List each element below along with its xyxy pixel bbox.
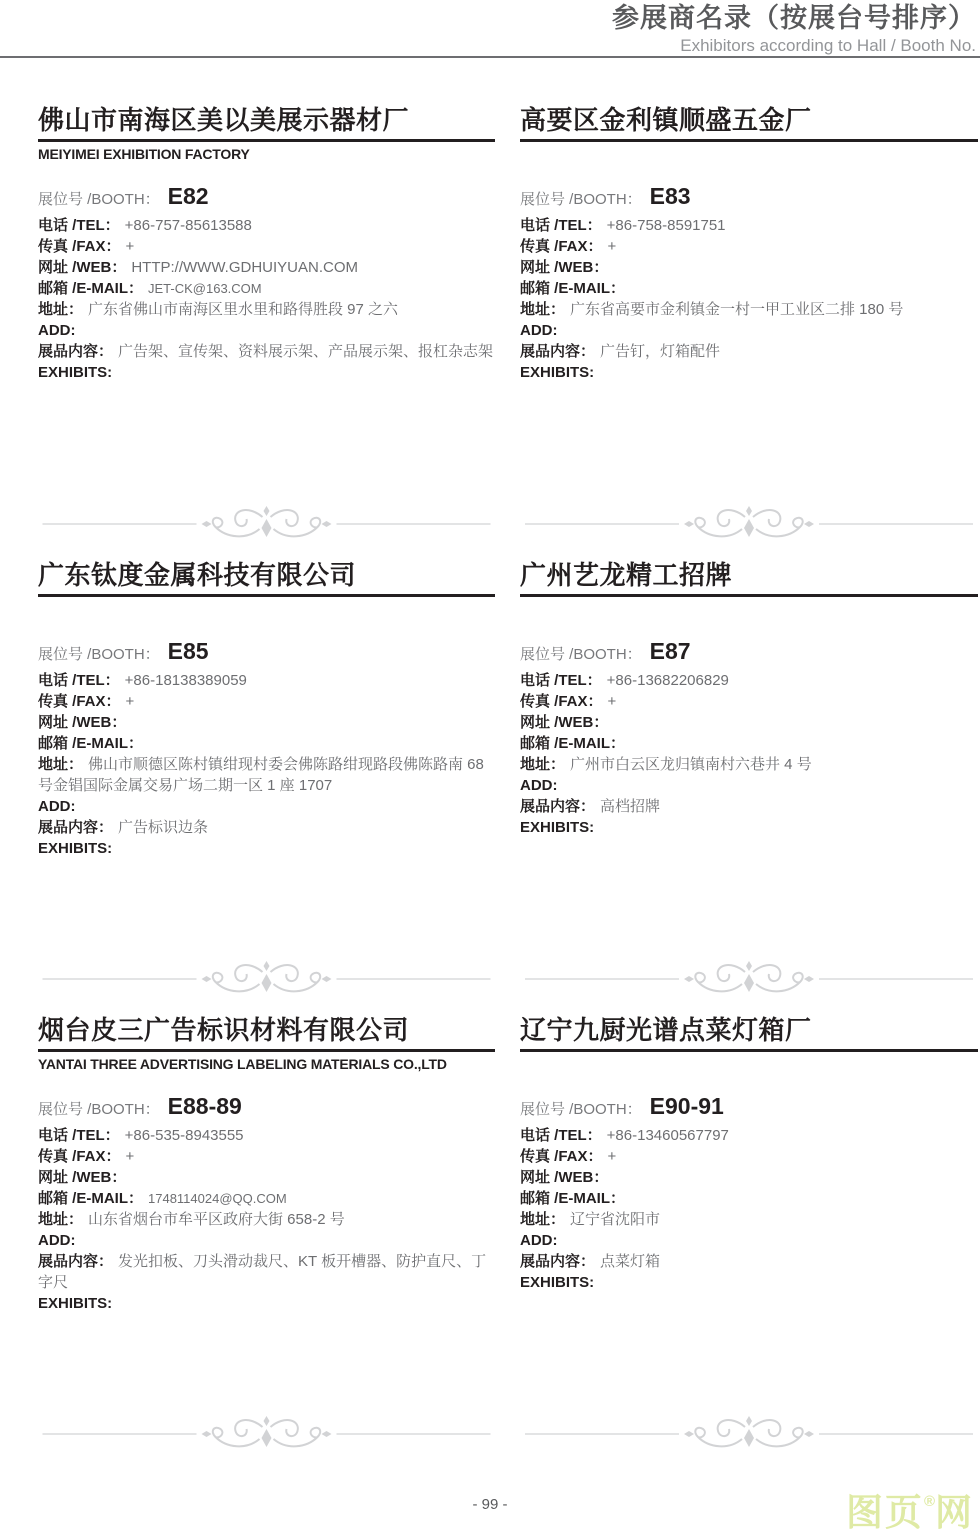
flourish-divider-icon <box>520 1412 978 1456</box>
company-name-cn: 佛山市南海区美以美展示器材厂 <box>38 104 495 142</box>
web-label: 网址 /WEB： <box>38 259 127 276</box>
booth-label: 展位号 /BOOTH： <box>38 191 160 208</box>
web-label: 网址 /WEB： <box>520 1169 609 1186</box>
exhibits-label: 展品内容： <box>38 343 114 360</box>
page-subtitle: Exhibitors according to Hall / Booth No. <box>680 36 976 55</box>
tel-line <box>38 215 495 236</box>
exhibitor-card-e90-91 <box>520 1014 978 1399</box>
booth-number: E82 <box>167 183 209 209</box>
tel-label: 电话 /TEL： <box>520 672 602 689</box>
exhibits-value: 发光扣板、刀头滑动裁尺、KT 板开槽器、防护直尺、丁字尺 <box>38 1253 487 1291</box>
company-name-en <box>520 146 978 163</box>
exhibits-line <box>520 1251 978 1272</box>
web-label: 网址 /WEB： <box>520 259 609 276</box>
ornamental-divider-row-3 <box>38 1399 980 1469</box>
address-label: 地址： <box>520 756 566 773</box>
fax-value: + <box>607 238 617 255</box>
grid-row-2 <box>38 559 980 944</box>
booth-line <box>520 636 978 670</box>
exhibitor-card-e88-89 <box>38 1014 495 1399</box>
address-label: 地址： <box>520 1211 566 1228</box>
company-name-cn: 广州艺龙精工招牌 <box>520 559 978 597</box>
fax-value: + <box>607 693 617 710</box>
exhibits-value: 点菜灯箱 <box>600 1253 661 1270</box>
address-line <box>38 299 495 320</box>
exhibits-value: 广告钉，灯箱配件 <box>600 343 721 360</box>
fax-label: 传真 /FAX： <box>38 238 121 255</box>
address-value: 广东省佛山市南海区里水里和路得胜段 97 之六 <box>88 301 399 318</box>
flourish-divider-icon <box>520 502 978 546</box>
flourish-divider-icon <box>38 957 495 1001</box>
tel-value: +86-758-8591751 <box>606 217 726 234</box>
booth-label: 展位号 /BOOTH： <box>38 1101 160 1118</box>
fax-line <box>520 691 978 712</box>
booth-line <box>38 636 495 670</box>
page-title: 参展商名录（按展台号排序） <box>612 3 976 33</box>
email-line <box>520 733 978 754</box>
exhibitor-card-e85 <box>38 559 495 944</box>
exhibits-label: 展品内容： <box>38 1253 114 1270</box>
exhibitor-card-e83 <box>520 104 978 489</box>
address-line <box>520 299 978 320</box>
web-value: HTTP://WWW.GDHUIYUAN.COM <box>131 259 358 276</box>
add-label: ADD: <box>520 777 558 794</box>
web-line <box>38 257 495 278</box>
email-label: 邮箱 /E-MAIL： <box>38 1190 143 1207</box>
add-label: ADD: <box>38 798 76 815</box>
web-line <box>520 257 978 278</box>
booth-label: 展位号 /BOOTH： <box>38 646 160 663</box>
fax-line <box>38 691 495 712</box>
page-header <box>0 0 980 58</box>
email-line <box>38 733 495 754</box>
fax-value: + <box>125 238 135 255</box>
exhibits-value: 广告标识边条 <box>118 819 209 836</box>
tel-value: +86-13682206829 <box>606 672 729 689</box>
booth-label: 展位号 /BOOTH： <box>520 1101 642 1118</box>
watermark-logo <box>846 1493 974 1533</box>
grid-row-1 <box>38 104 980 489</box>
flourish-divider-icon <box>38 1412 495 1456</box>
tel-line <box>520 1125 978 1146</box>
exhibits-label: 展品内容： <box>520 343 596 360</box>
exhibits-value: 高档招牌 <box>600 798 661 815</box>
booth-label: 展位号 /BOOTH： <box>520 646 642 663</box>
company-name-cn: 高要区金利镇顺盛五金厂 <box>520 104 978 142</box>
exhibits-en-label: EXHIBITS: <box>38 1295 113 1312</box>
tel-value: +86-18138389059 <box>124 672 247 689</box>
address-label: 地址： <box>38 301 84 318</box>
add-label: ADD: <box>520 322 558 339</box>
exhibits-line <box>38 817 495 838</box>
email-line <box>520 278 978 299</box>
tel-line <box>38 670 495 691</box>
flourish-divider-icon <box>520 957 978 1001</box>
fax-line <box>38 236 495 257</box>
tel-line <box>520 215 978 236</box>
fax-label: 传真 /FAX： <box>520 693 603 710</box>
email-label: 邮箱 /E-MAIL： <box>38 280 143 297</box>
address-value: 山东省烟台市牟平区政府大街 658-2 号 <box>88 1211 345 1228</box>
exhibitor-card-e82 <box>38 104 495 489</box>
exhibits-line <box>38 341 495 362</box>
company-name-cn: 辽宁九厨光谱点菜灯箱厂 <box>520 1014 978 1052</box>
company-name-en <box>38 601 495 618</box>
exhibits-label: 展品内容： <box>520 798 596 815</box>
booth-number: E85 <box>167 638 209 664</box>
fax-label: 传真 /FAX： <box>520 1148 603 1165</box>
fax-value: + <box>607 1148 617 1165</box>
address-line <box>38 1209 495 1230</box>
tel-line <box>520 670 978 691</box>
add-label: ADD: <box>38 322 76 339</box>
address-value: 广州市白云区龙归镇南村六巷井 4 号 <box>570 756 812 773</box>
tel-label: 电话 /TEL： <box>38 217 120 234</box>
booth-number: E83 <box>649 183 691 209</box>
address-line <box>520 754 978 775</box>
fax-label: 传真 /FAX： <box>520 238 603 255</box>
tel-value: +86-757-85613588 <box>124 217 252 234</box>
tel-label: 电话 /TEL： <box>520 1127 602 1144</box>
email-label: 邮箱 /E-MAIL： <box>520 735 625 752</box>
watermark-text-right: 网 <box>935 1492 974 1533</box>
fax-label: 传真 /FAX： <box>38 1148 121 1165</box>
company-name-en <box>520 1056 978 1073</box>
grid-row-3 <box>38 1014 980 1399</box>
address-label: 地址： <box>38 1211 84 1228</box>
fax-value: + <box>125 693 135 710</box>
address-value: 广东省高要市金利镇金一村一甲工业区二排 180 号 <box>570 301 904 318</box>
address-label: 地址： <box>520 301 566 318</box>
exhibits-en-label: EXHIBITS: <box>520 364 595 381</box>
booth-line <box>38 1091 495 1125</box>
company-name-en: MEIYIMEI EXHIBITION FACTORY <box>38 146 250 162</box>
exhibits-line <box>38 1251 495 1293</box>
booth-number: E87 <box>649 638 691 664</box>
add-label: ADD: <box>38 1232 76 1249</box>
booth-line <box>38 181 495 215</box>
tel-line <box>38 1125 495 1146</box>
company-name-cn: 广东钛度金属科技有限公司 <box>38 559 495 597</box>
exhibits-label: 展品内容： <box>38 819 114 836</box>
email-value: JET-CK@163.COM <box>148 281 262 296</box>
web-label: 网址 /WEB： <box>38 714 127 731</box>
tel-value: +86-13460567797 <box>606 1127 729 1144</box>
fax-line <box>38 1146 495 1167</box>
exhibits-line <box>520 796 978 817</box>
booth-number: E90-91 <box>649 1093 724 1119</box>
exhibits-en-label: EXHIBITS: <box>38 840 113 857</box>
address-value: 佛山市顺德区陈村镇绀现村委会佛陈路绀现路段佛陈路南 68 号金锠国际金属交易广场二期一区 1 座 1707 <box>38 756 484 794</box>
tel-label: 电话 /TEL： <box>38 672 120 689</box>
address-value: 辽宁省沈阳市 <box>570 1211 661 1228</box>
add-label: ADD: <box>520 1232 558 1249</box>
fax-line <box>520 236 978 257</box>
fax-value: + <box>125 1148 135 1165</box>
company-name-en: YANTAI THREE ADVERTISING LABELING MATERIALS CO.,LTD <box>38 1056 447 1072</box>
email-line <box>520 1188 978 1209</box>
ornamental-divider-row-2 <box>38 944 980 1014</box>
email-label: 邮箱 /E-MAIL： <box>38 735 143 752</box>
address-label: 地址： <box>38 756 84 773</box>
booth-label: 展位号 /BOOTH： <box>520 191 642 208</box>
company-name-en <box>520 601 978 618</box>
flourish-divider-icon <box>38 502 495 546</box>
registered-trademark-icon: ® <box>923 1492 935 1510</box>
email-line <box>38 1188 495 1209</box>
email-value: 1748114024@QQ.COM <box>148 1191 287 1206</box>
web-line <box>38 712 495 733</box>
web-label: 网址 /WEB： <box>38 1169 127 1186</box>
web-line <box>38 1167 495 1188</box>
exhibits-label: 展品内容： <box>520 1253 596 1270</box>
company-name-cn: 烟台皮三广告标识材料有限公司 <box>38 1014 495 1052</box>
address-line <box>38 754 495 796</box>
fax-label: 传真 /FAX： <box>38 693 121 710</box>
ornamental-divider-row-1 <box>38 489 980 559</box>
exhibitor-card-e87 <box>520 559 978 944</box>
page-number: - 99 - <box>472 1496 508 1513</box>
address-line <box>520 1209 978 1230</box>
exhibits-en-label: EXHIBITS: <box>520 819 595 836</box>
booth-number: E88-89 <box>167 1093 242 1119</box>
fax-line <box>520 1146 978 1167</box>
tel-value: +86-535-8943555 <box>124 1127 244 1144</box>
email-label: 邮箱 /E-MAIL： <box>520 1190 625 1207</box>
exhibits-en-label: EXHIBITS: <box>520 1274 595 1291</box>
web-label: 网址 /WEB： <box>520 714 609 731</box>
watermark-text-left: 图页 <box>845 1492 924 1533</box>
web-line <box>520 1167 978 1188</box>
web-line <box>520 712 978 733</box>
exhibits-line <box>520 341 978 362</box>
exhibits-value: 广告架、宣传架、资料展示架、产品展示架、报杠杂志架 <box>118 343 494 360</box>
email-label: 邮箱 /E-MAIL： <box>520 280 625 297</box>
email-line <box>38 278 495 299</box>
exhibitor-grid <box>0 104 980 1469</box>
tel-label: 电话 /TEL： <box>38 1127 120 1144</box>
booth-line <box>520 1091 978 1125</box>
booth-line <box>520 181 978 215</box>
exhibits-en-label: EXHIBITS: <box>38 364 113 381</box>
tel-label: 电话 /TEL： <box>520 217 602 234</box>
